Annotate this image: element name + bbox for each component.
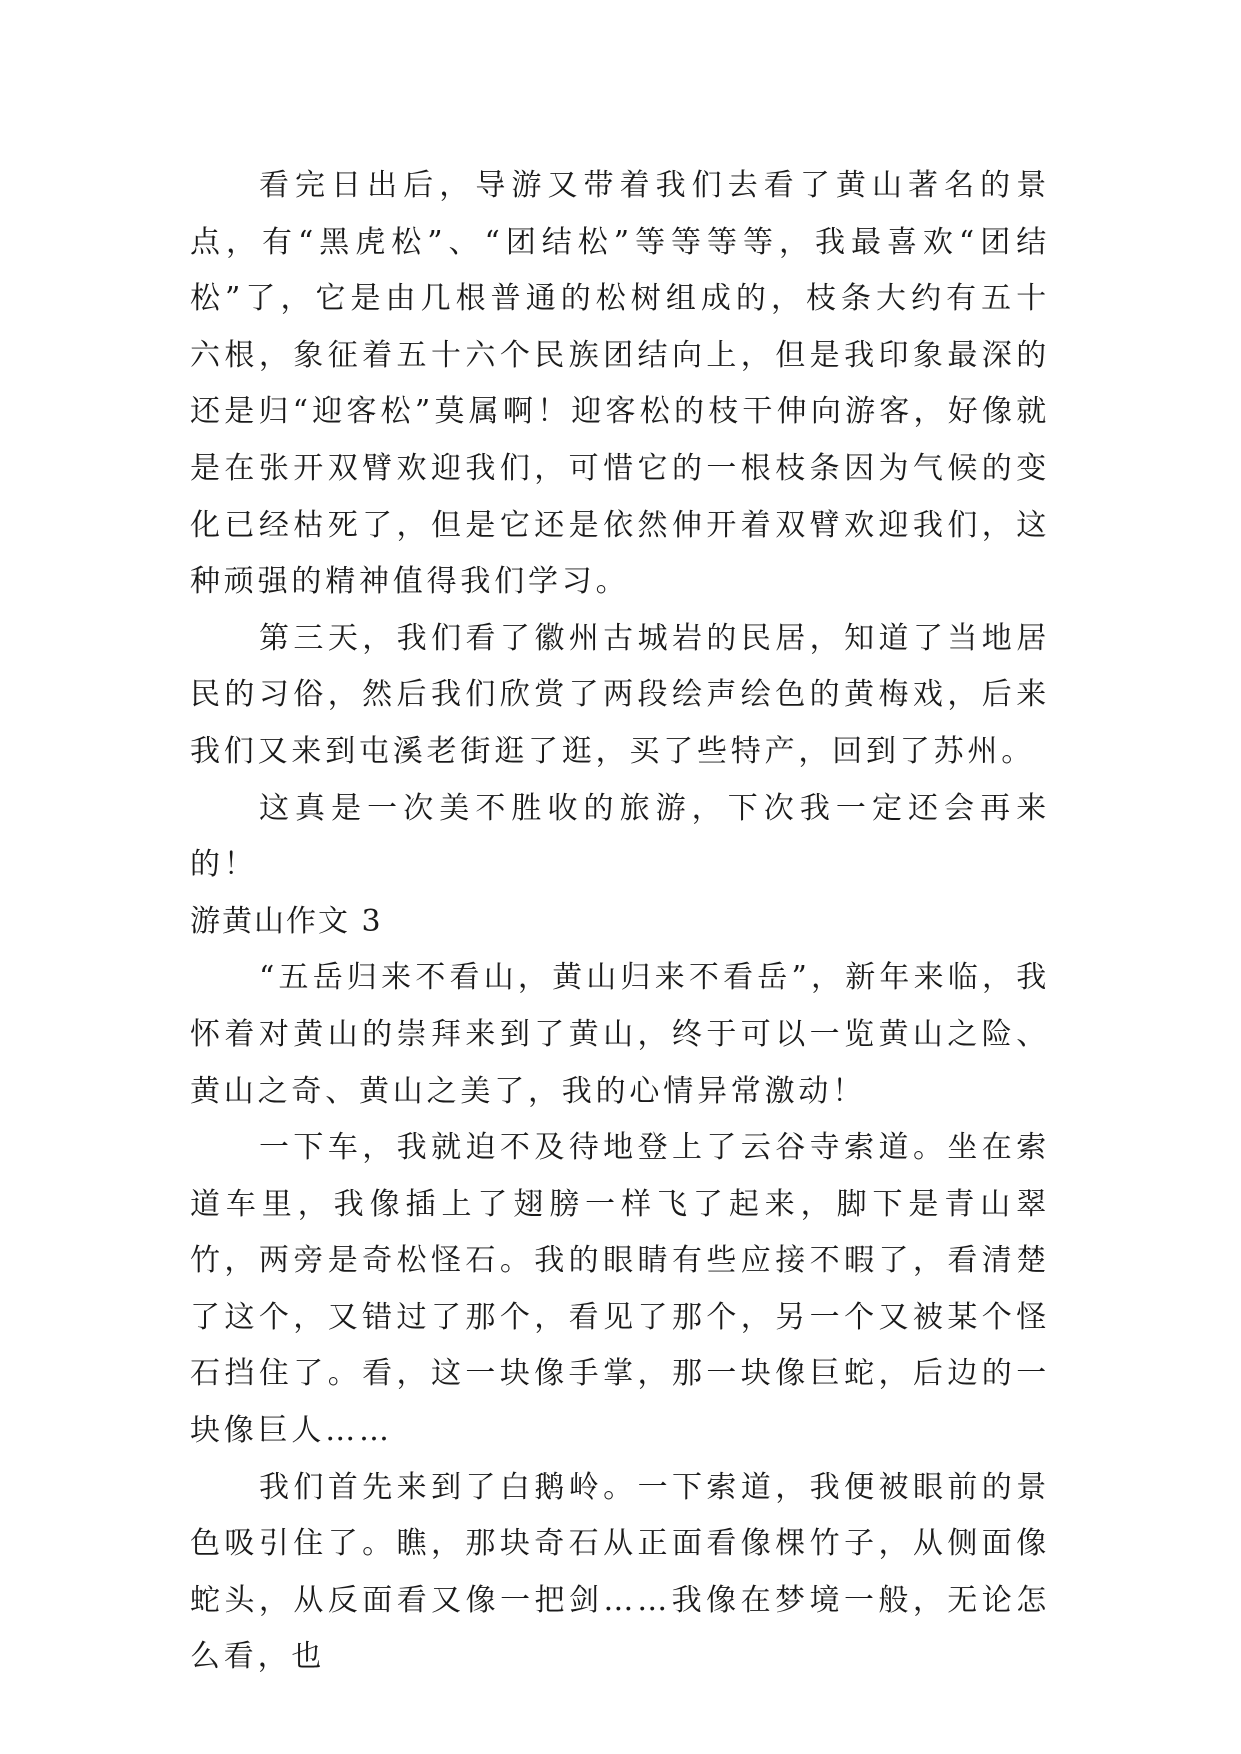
section-heading: 游黄山作文 3 bbox=[190, 903, 383, 939]
paragraph: “五岳归来不看山，黄山归来不看岳”，新年来临，我怀着对黄山的崇拜来到了黄山，终于可以一览黄山之险、黄山之奇、黄山之美了，我的心情异常激动！ bbox=[190, 960, 1050, 1109]
paragraph: 这真是一次美不胜收的旅游，下次我一定还会再来的！ bbox=[190, 790, 1050, 883]
paragraph: 第三天，我们看了徽州古城岩的民居，知道了当地居民的习俗，然后我们欣赏了两段绘声绘色的黄梅戏，后来我们又来到屯溪老街逛了逛，买了些特产，回到了苏州。 bbox=[190, 620, 1050, 769]
paragraph: 看完日出后，导游又带着我们去看了黄山著名的景点，有“黑虎松”、“团结松”等等等等，我最喜欢“团结松”了，它是由几根普通的松树组成的，枝条大约有五十六根，象征着五十六个民族团结向上，但是我印象最深的还是归“迎客松”莫属啊！迎客松的枝干伸向游客，好像就是在张开双臂欢迎我们，可惜它的一根枝条因为气候的变化已经枯死了，但是它还是依然伸开着双臂欢迎我们，这种顽强的精神值得我们学习。 bbox=[190, 168, 1050, 600]
paragraph: 一下车，我就迫不及待地登上了云谷寺索道。坐在索道车里，我像插上了翅膀一样飞了起来，脚下是青山翠竹，两旁是奇松怪石。我的眼睛有些应接不暇了，看清楚了这个，又错过了那个，看见了那个，另一个又被某个怪石挡住了。看，这一块像手掌，那一块像巨蛇，后边的一块像巨人…… bbox=[190, 1130, 1050, 1449]
document-page bbox=[190, 158, 1050, 1686]
paragraph: 我们首先来到了白鹅岭。一下索道，我便被眼前的景色吸引住了。瞧，那块奇石从正面看像棵竹子，从侧面像蛇头，从反面看又像一把剑……我像在梦境一般，无论怎么看，也 bbox=[190, 1469, 1050, 1675]
